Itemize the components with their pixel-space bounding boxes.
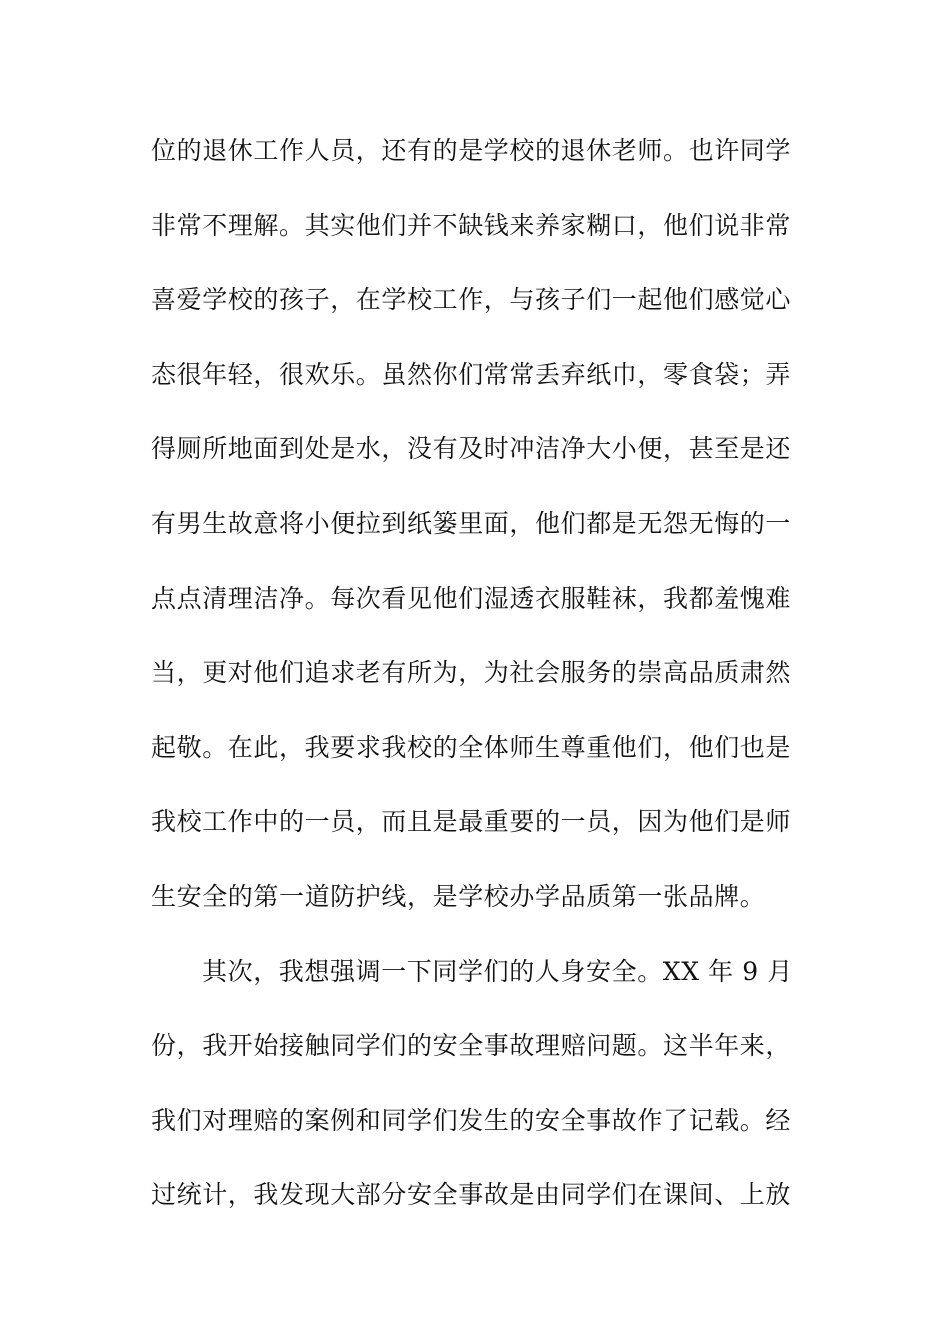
text-line: 非常不理解。其实他们并不缺钱来养家糊口，他们说非常 <box>151 210 792 240</box>
text-line: 我们对理赔的案例和同学们发生的安全事故作了记载。经 <box>151 1105 792 1135</box>
document-body <box>151 126 791 1245</box>
text-line: 过统计，我发现大部分安全事故是由同学们在课间、上放 <box>151 1180 792 1210</box>
text-line: 态很年轻，很欢乐。虽然你们常常丢弃纸巾，零食袋；弄 <box>151 359 792 389</box>
text-line: 得厕所地面到处是水，没有及时冲洁净大小便，甚至是还 <box>151 434 792 464</box>
text-line: 生安全的第一道防护线，是学校办学品质第一张品牌。 <box>151 881 766 911</box>
text-line: 喜爱学校的孩子，在学校工作，与孩子们一起他们感觉心 <box>151 285 792 315</box>
text-line: 有男生故意将小便拉到纸篓里面，他们都是无怨无悔的一 <box>151 508 792 538</box>
text-line: 我校工作中的一员，而且是最重要的一员，因为他们是师 <box>151 807 792 837</box>
text-line: 当，更对他们追求老有所为，为社会服务的崇高品质肃然 <box>151 658 792 688</box>
text-line: 份，我开始接触同学们的安全事故理赔问题。这半年来， <box>151 1031 792 1061</box>
text-line: 位的退休工作人员，还有的是学校的退休老师。也许同学 <box>151 136 792 165</box>
text-line: 起敬。在此，我要求我校的全体师生尊重他们，他们也是 <box>151 732 792 762</box>
text-line: 点点清理洁净。每次看见他们湿透衣服鞋袜，我都羞愧难 <box>151 583 792 613</box>
paragraph-start-line: 其次，我想强调一下同学们的人身安全。XX 年 9 月 <box>202 956 793 986</box>
